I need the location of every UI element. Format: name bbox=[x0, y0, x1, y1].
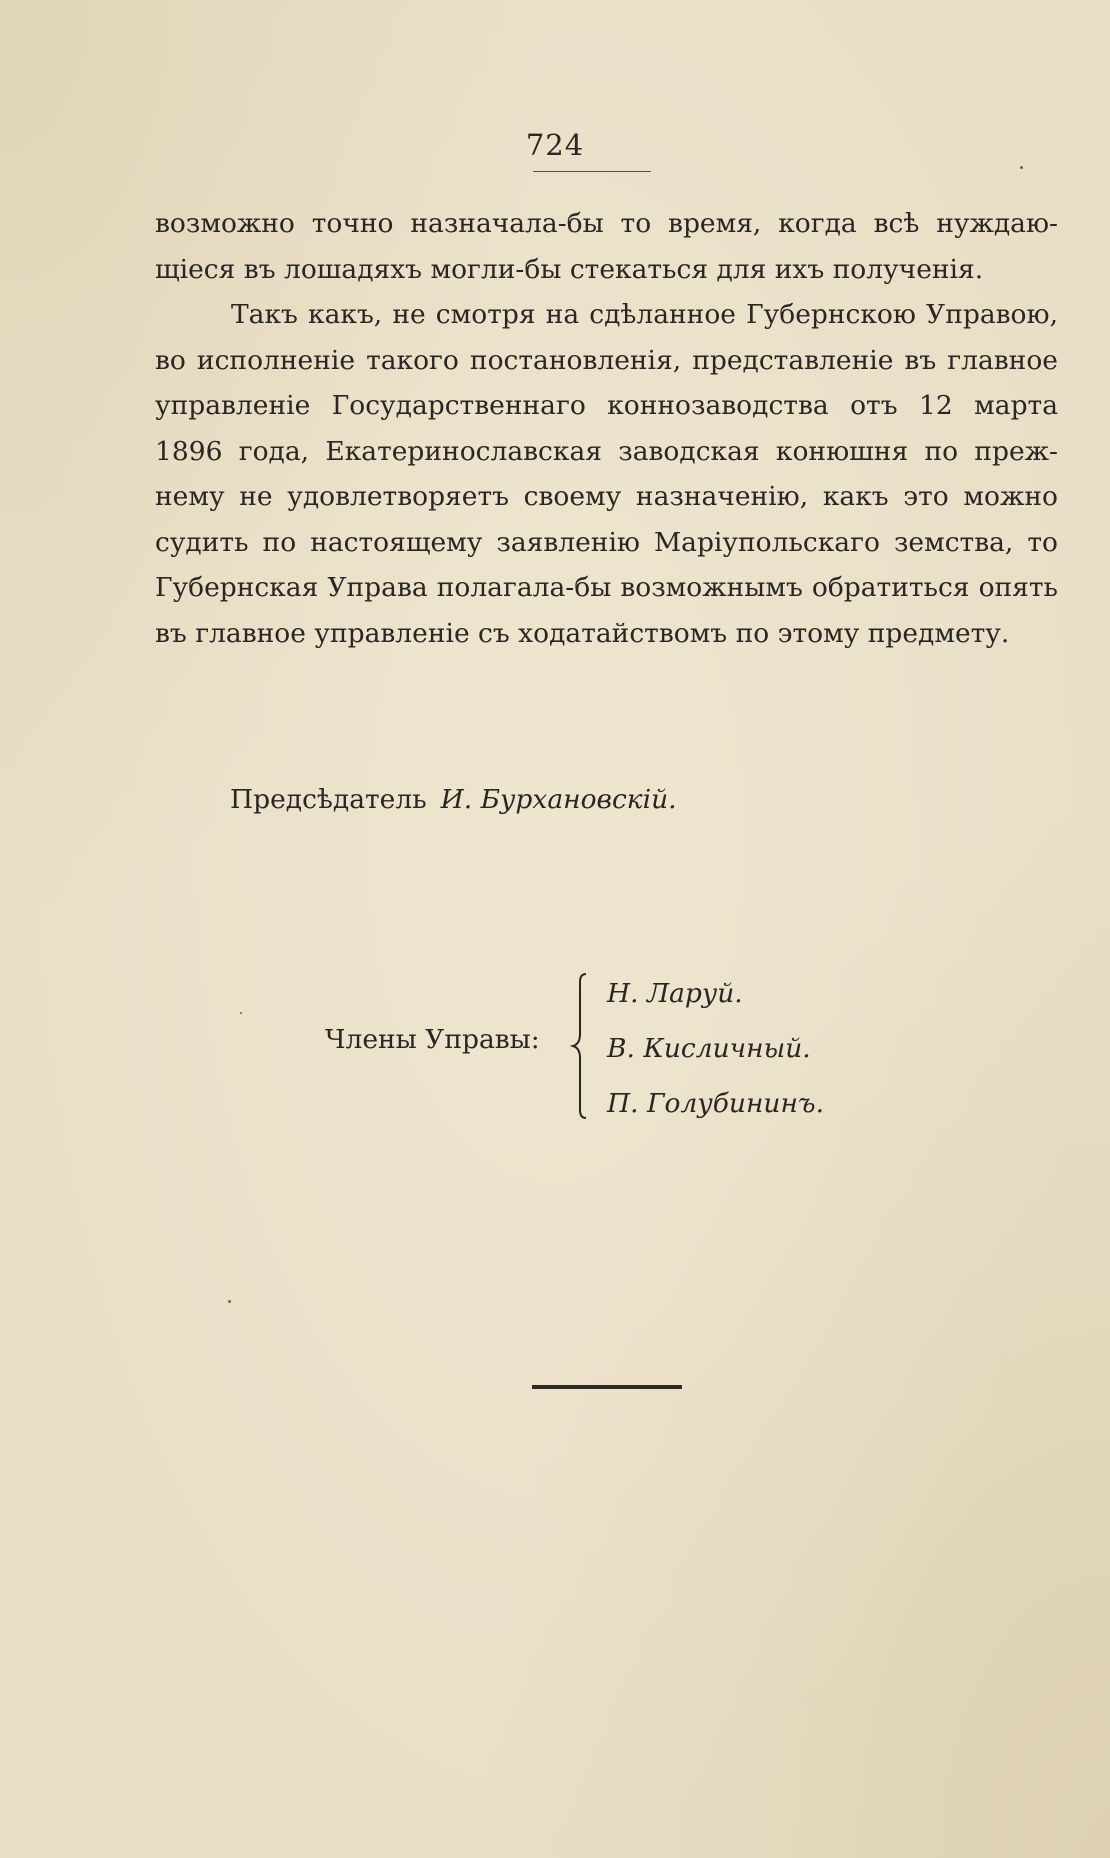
chairman-label: Предсѣдатель bbox=[230, 784, 427, 815]
page-number-rule bbox=[533, 171, 651, 172]
end-rule bbox=[532, 1385, 682, 1389]
chairman-signature bbox=[230, 784, 677, 815]
paragraph-1: возможно точно назначала-бы то время, когда всѣ нуждающіеся въ лошадяхъ могли-бы стекаться для ихъ полученія. bbox=[155, 208, 1058, 285]
chairman-name: И. Бурхановскій. bbox=[440, 784, 677, 815]
paragraph-2: Такъ какъ, не смотря на сдѣланное Губернскою Управою, во исполненіе такого постановленія, представленіе въ главное управленіе Государственнаго коннозаводства отъ 12 марта 1896 года, Екатеринославская заводская конюшня по прежнему не удовлетворяетъ своему назначенію, какъ это можно судить по настоящему заявленію Маріупольскаго земства, то Губернская Управа полагала-бы возможнымъ обратиться опять въ главное управленіе съ ходатайствомъ по этому предмету. bbox=[155, 299, 1058, 649]
paper-speck bbox=[1020, 166, 1023, 169]
curly-brace-icon bbox=[570, 972, 592, 1120]
members-label: Члены Управы: bbox=[325, 1024, 540, 1055]
member-name: П. Голубининъ. bbox=[607, 1088, 825, 1119]
body-text bbox=[155, 201, 1058, 656]
paper-speck bbox=[240, 1012, 242, 1014]
paper-speck bbox=[228, 1300, 231, 1303]
page-number: 724 bbox=[525, 128, 585, 162]
member-name: В. Кисличный. bbox=[607, 1033, 811, 1064]
members-list bbox=[607, 966, 824, 1131]
member-name: Н. Ларуй. bbox=[607, 978, 743, 1009]
